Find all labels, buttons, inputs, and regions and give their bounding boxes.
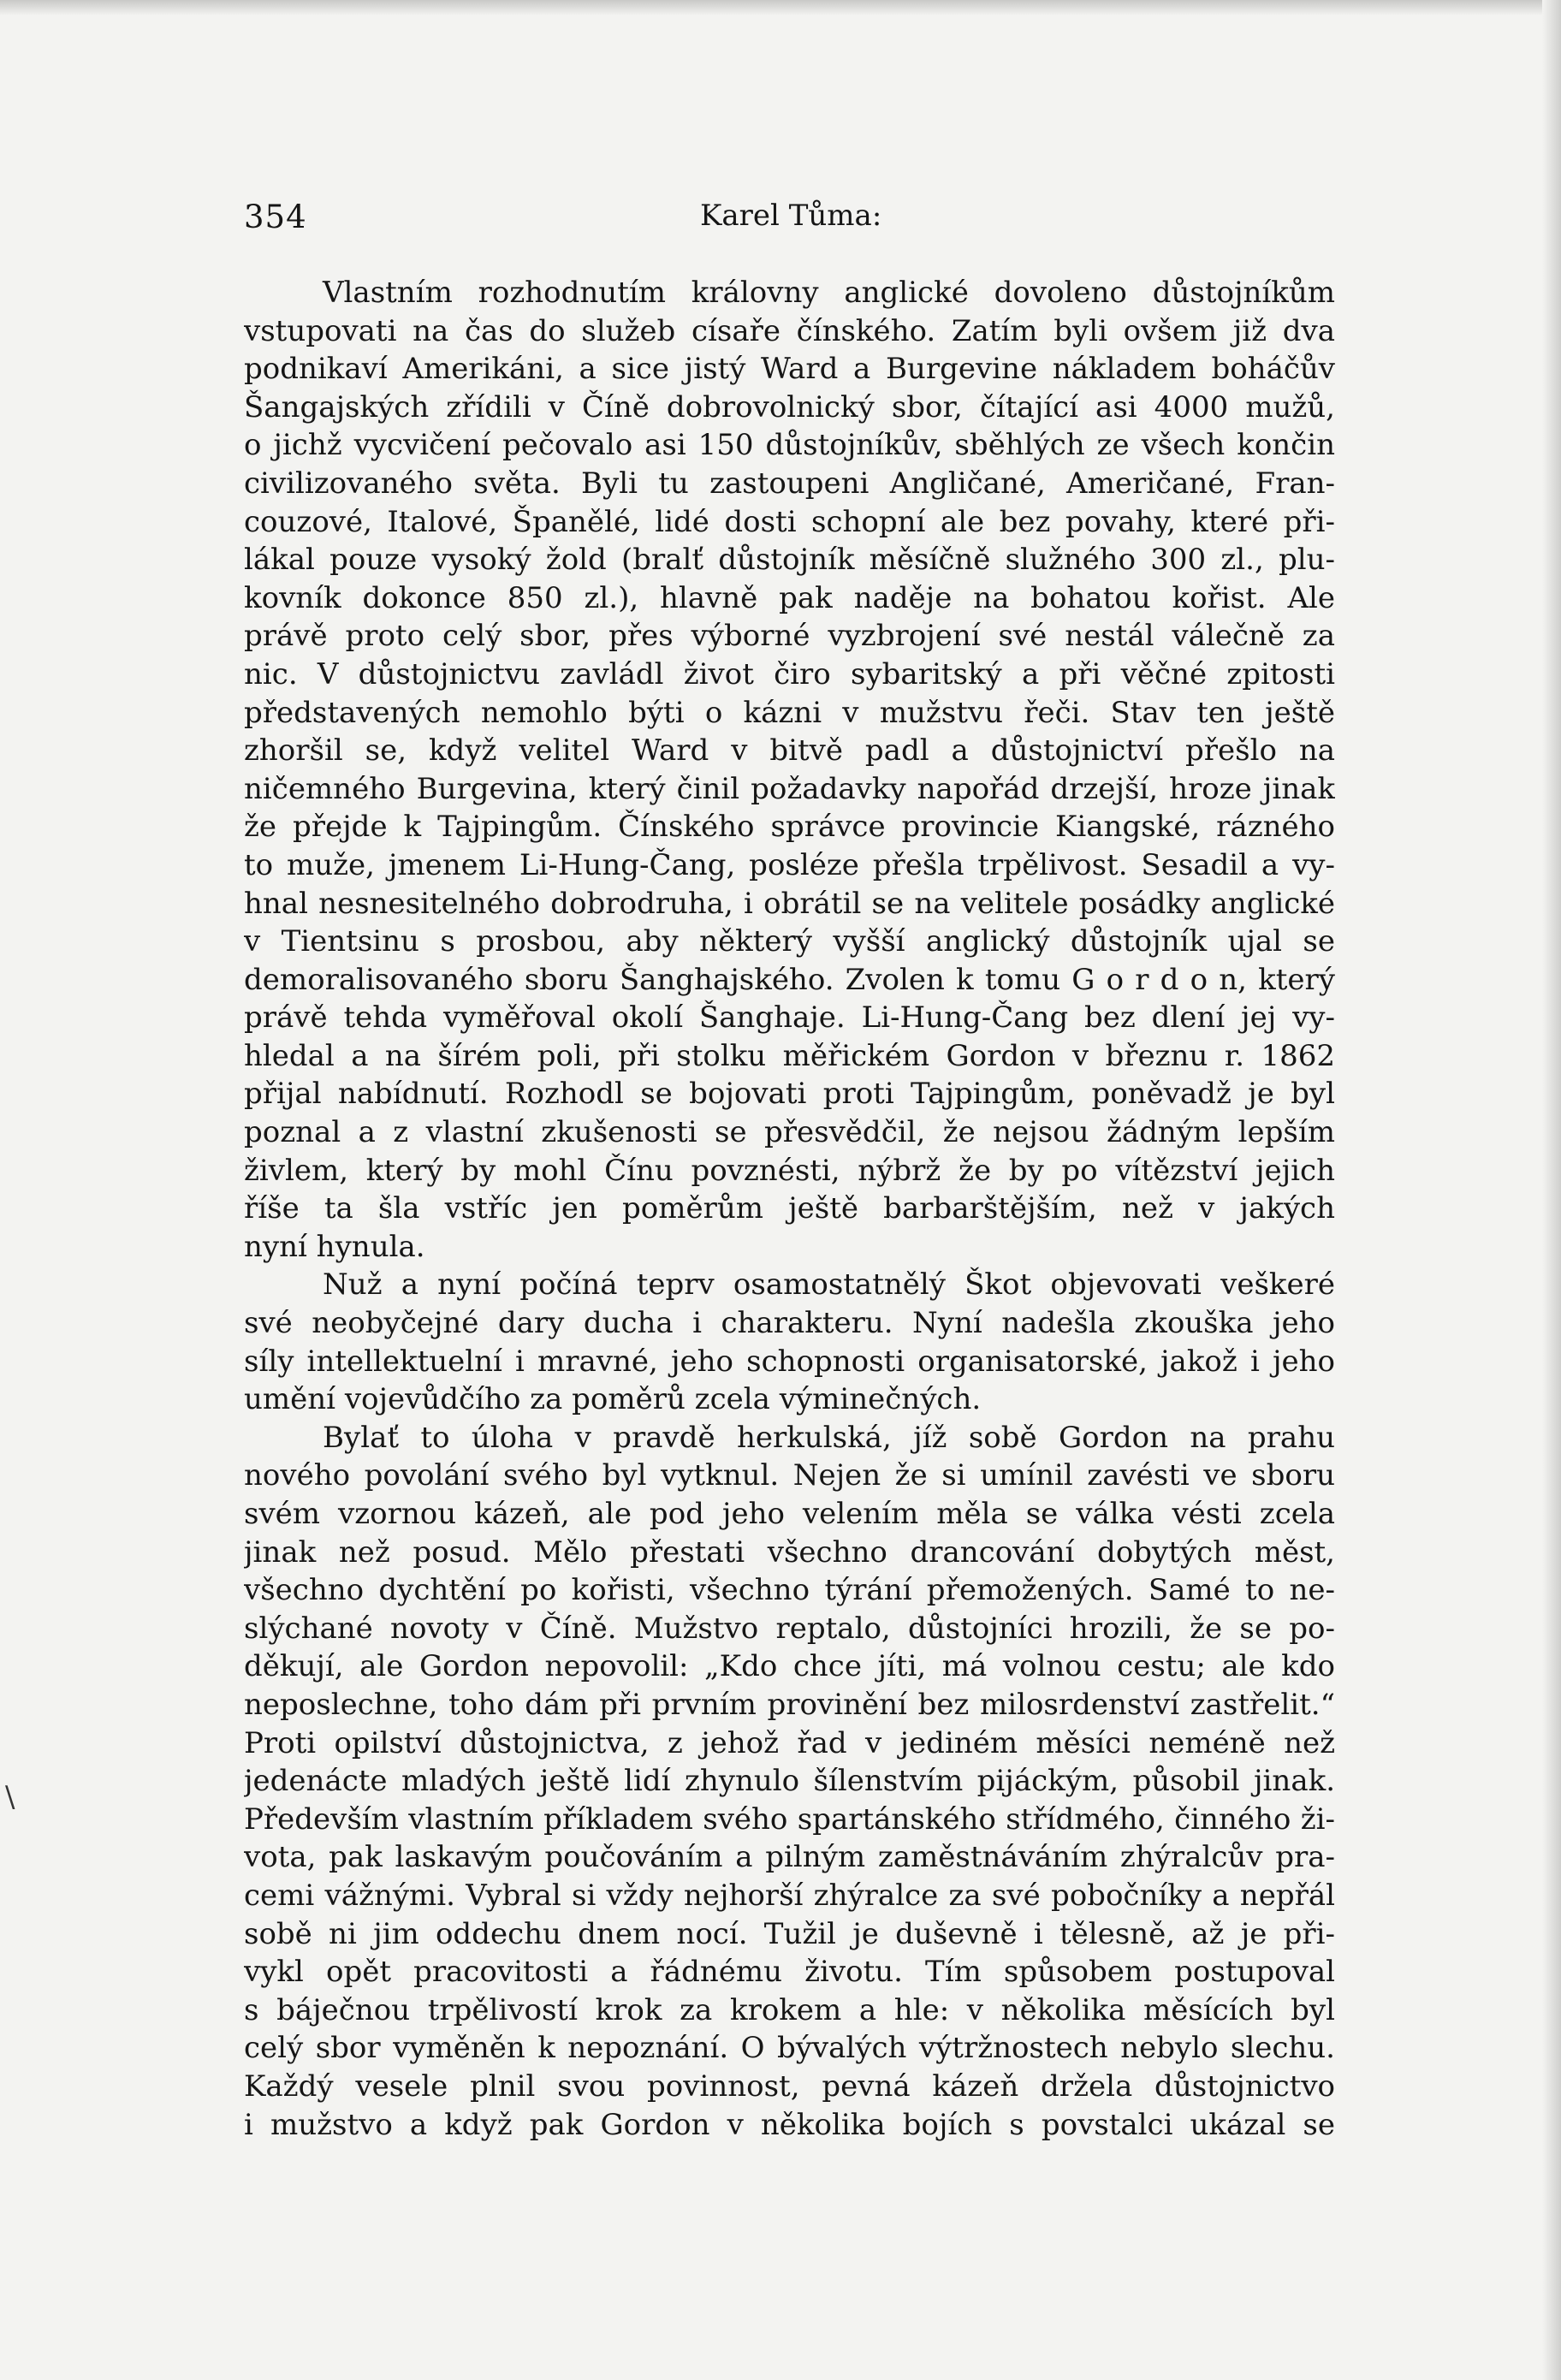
- body-text: [244, 274, 1335, 2144]
- text-line: celý sbor vyměněn k nepoznání. O bývalých výtržnostech nebylo slechu.: [244, 2031, 1335, 2066]
- text-line: své neobyčejné dary ducha i charakteru. Nyní nadešla zkouška jeho: [244, 1306, 1335, 1341]
- scan-edge-top: [0, 0, 1561, 15]
- text-line: nového povolání svého byl vytknul. Nejen že si umínil zavésti ve sboru: [244, 1458, 1335, 1493]
- text-line: poznal a z vlastní zkušenosti se přesvědčil, že nejsou žádným lepším: [244, 1115, 1335, 1150]
- text-line: Především vlastním příkladem svého spartánského střídmého, činného ži-: [244, 1801, 1335, 1837]
- text-line: v Tientsinu s prosbou, aby některý vyšší anglický důstojník ujal se: [244, 924, 1335, 959]
- text-line: Proti opilství důstojnictva, z jehož řad v jediném měsíci neméně než: [244, 1725, 1335, 1760]
- text-line: nyní hynula.: [244, 1229, 425, 1264]
- text-line: vstupovati na čas do služeb císaře čínského. Zatím byli ovšem již dva: [244, 313, 1335, 348]
- text-line: kovník dokonce 850 zl.), hlavně pak naděje na bohatou kořist. Ale: [244, 580, 1335, 615]
- scan-edge-right: [1542, 0, 1561, 2380]
- text-line: zhoršil se, když velitel Ward v bitvě padl a důstojnictví přešlo na: [244, 733, 1335, 769]
- margin-mark: \: [5, 1780, 15, 1814]
- text-line: že přejde k Tajpingům. Čínského správce provincie Kiangské, rázného: [244, 810, 1335, 845]
- text-line: nic. V důstojnictvu zavládl život čiro sybaritský a při věčné zpitosti: [244, 656, 1335, 691]
- text-line: o jichž vycvičení pečovalo asi 150 důstojníkův, sběhlých ze všech končin: [244, 428, 1335, 463]
- paragraph: [244, 1419, 1335, 2144]
- text-line: podnikaví Amerikáni, a sice jistý Ward a Burgevine nákladem boháčův: [244, 352, 1335, 387]
- text-line: ničemného Burgevina, který činil požadavky napořád drzejší, hroze jinak: [244, 771, 1335, 806]
- text-line: s báječnou trpělivostí krok za krokem a hle: v několika měsících byl: [244, 1992, 1335, 2027]
- text-line: lákal pouze vysoký žold (bralť důstojník měsíčně služného 300 zl., plu-: [244, 543, 1335, 578]
- text-line: síly intellektuelní i mravné, jeho schopnosti organisatorské, jakož i jeho: [244, 1344, 1335, 1379]
- text-line: neposlechne, toho dám při prvním provinění bez milosrdenství zastřelit.“: [244, 1687, 1335, 1722]
- text-line: živlem, který by mohl Čínu povznésti, nýbrž že by po vítězství jejich: [244, 1153, 1335, 1188]
- text-line: všechno dychtění po kořisti, všechno týrání přemožených. Samé to ne-: [244, 1573, 1335, 1608]
- page-number: 354: [244, 199, 307, 235]
- text-line: i mužstvo a když pak Gordon v několika bojích s povstalci ukázal se: [244, 2107, 1335, 2142]
- text-line: hledal a na šírém poli, při stolku měřickém Gordon v březnu r. 1862: [244, 1038, 1335, 1073]
- text-line: umění vojevůdčího za poměrů zcela výminečných.: [244, 1382, 982, 1417]
- text-line: jedenácte mladých ještě lidí zhynulo šílenstvím pijáckým, působil jinak.: [244, 1764, 1335, 1799]
- text-line: cemi vážnými. Vybral si vždy nejhorší zhýralce za své pobočníky a nepřál: [244, 1878, 1335, 1913]
- text-line: Bylať to úloha v pravdě herkulská, jíž sobě Gordon na prahu: [323, 1420, 1335, 1455]
- paragraph: [244, 1266, 1335, 1418]
- running-head: Karel Tůma:: [700, 199, 882, 233]
- text-line: couzové, Italové, Španělé, lidé dosti schopní ale bez povahy, které při-: [244, 504, 1335, 539]
- text-line: vota, pak laskavým poučováním a pilným zaměstnáváním zhýralcův pra-: [244, 1840, 1335, 1875]
- text-line: svém vzornou kázeň, ale pod jeho velením měla se válka vésti zcela: [244, 1497, 1335, 1531]
- text-line: právě tehda vyměřoval okolí Šanghaje. Li-Hung-Čang bez dlení jej vy-: [244, 1000, 1335, 1036]
- text-line: slýchané novoty v Číně. Mužstvo reptalo, důstojníci hrozili, že se po-: [244, 1611, 1335, 1646]
- text-line: jinak než posud. Mělo přestati všechno drancování dobytých měst,: [244, 1534, 1335, 1570]
- text-line: sobě ni jim oddechu dnem nocí. Tužil je duševně i tělesně, až je při-: [244, 1916, 1335, 1951]
- text-line: Šangajských zřídili v Číně dobrovolnický sbor, čítající asi 4000 mužů,: [244, 389, 1335, 424]
- text-line: právě proto celý sbor, přes výborné vyzbrojení své nestál válečně za: [244, 619, 1335, 654]
- text-line: to muže, jmenem Li-Hung-Čang, posléze přešla trpělivost. Sesadil a vy-: [244, 847, 1335, 882]
- text-line: civilizovaného světa. Byli tu zastoupeni Angličané, Američané, Fran-: [244, 466, 1335, 501]
- text-line: demoralisovaného sboru Šanghajského. Zvolen k tomu G o r d o n, který: [244, 962, 1335, 997]
- text-line: děkují, ale Gordon nepovolil: „Kdo chce jíti, má volnou cestu; ale kdo: [244, 1649, 1335, 1684]
- paragraph: [244, 274, 1335, 1266]
- text-line: Každý vesele plnil svou povinnost, pevná kázeň držela důstojnictvo: [244, 2068, 1335, 2104]
- text-line: vykl opět pracovitosti a řádnému životu. Tím spůsobem postupoval: [244, 1955, 1335, 1990]
- text-line: představených nemohlo býti o kázni v mužstvu řeči. Stav ten ještě: [244, 695, 1335, 730]
- text-line: říše ta šla vstříc jen poměrům ještě barbarštějším, než v jakých: [244, 1191, 1335, 1226]
- text-line: hnal nesnesitelného dobrodruha, i obrátil se na velitele posádky anglické: [244, 886, 1335, 921]
- text-line: Nuž a nyní počíná teprv osamostatnělý Škot objevovati veškeré: [323, 1267, 1335, 1303]
- text-line: Vlastním rozhodnutím královny anglické dovoleno důstojníkům: [323, 276, 1335, 310]
- text-line: přijal nabídnutí. Rozhodl se bojovati proti Tajpingům, poněvadž je byl: [244, 1077, 1335, 1112]
